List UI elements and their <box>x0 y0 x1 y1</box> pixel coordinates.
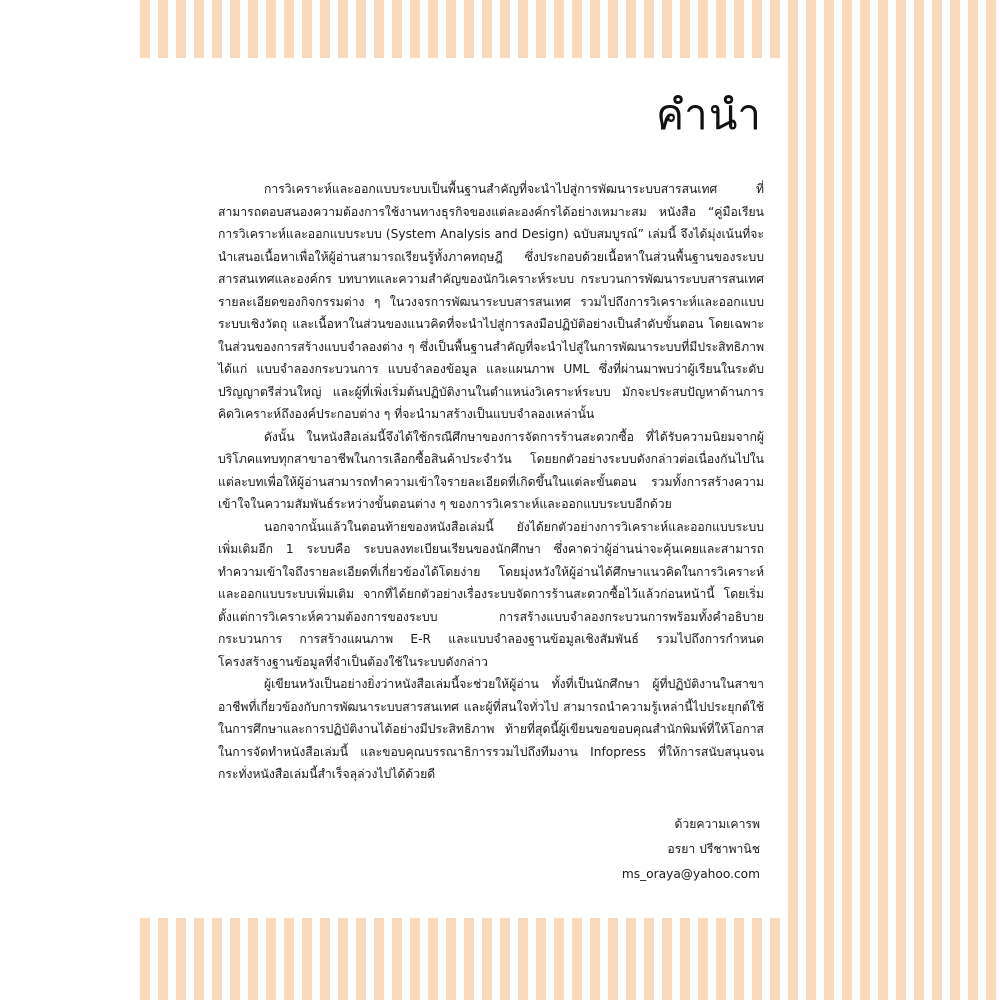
page-title: คำนำ <box>656 90 762 139</box>
closing-text: ด้วยความเคารพ <box>674 817 760 831</box>
paragraph: นอกจากนั้นแล้วในตอนท้ายของหนังสือเล่มนี้ ยังได้ยกตัวอย่างการวิเคราะห์และออกแบบระบบเพิ่มเติมอีก 1 ระบบคือ ระบบลงทะเบียนเรียนของนักศึกษา ซึ่งคาดว่าผู้อ่านน่าจะคุ้นเคยและสามารถทำความเข้าใจถึงรายละเอียดที่เกี่ยวข้องได้โดยง่าย โดยมุ่งหวังให้ผู้อ่านได้ศึกษาแนวคิดในการวิเคราะห์และออกแบบระบบเพิ่มเติม จากที่ได้ยกตัวอย่างเรื่องระบบจัดการร้านสะดวกซื้อไว้แล้วก่อนหน้านี้ โดยเริ่มตั้งแต่การวิเคราะห์ความต้องการของระบบ การสร้างแบบจำลองกระบวนการพร้อมทั้งคำอธิบายกระบวนการ การสร้างแผนภาพ E-R และแบบจำลองฐานข้อมูลเชิงสัมพันธ์ รวมไปถึงการกำหนดโครงสร้างฐานข้อมูลที่จำเป็นต้องใช้ในระบบดังกล่าว <box>218 519 764 669</box>
author-email: ms_oraya@yahoo.com <box>621 867 760 881</box>
preface-body <box>218 178 764 786</box>
author-name: อรยา ปรีชาพานิช <box>667 842 760 856</box>
paragraph: ผู้เขียนหวังเป็นอย่างยิ่งว่าหนังสือเล่มนี้จะช่วยให้ผู้อ่าน ทั้งที่เป็นนักศึกษา ผู้ที่ปฏิบัติงานในสาขาอาชีพที่เกี่ยวข้องกับการพัฒนาระบบสารสนเทศ และผู้ที่สนใจทั่วไป สามารถนำความรู้เหล่านี้ไปประยุกต์ใช้ในการศึกษาและการปฏิบัติงานได้อย่างมีประสิทธิภาพ ท้ายที่สุดนี้ผู้เขียนขอขอบคุณสำนักพิมพ์ที่ให้โอกาสในการจัดทำหนังสือเล่มนี้ และขอบคุณบรรณาธิการรวมไปถึงทีมงาน Infopress ที่ให้การสนับสนุนจนกระทั่งหนังสือเล่มนี้สำเร็จลุล่วงไปได้ด้วยดี <box>218 677 764 781</box>
paragraph: การวิเคราะห์และออกแบบระบบเป็นพื้นฐานสำคัญที่จะนำไปสู่การพัฒนาระบบสารสนเทศ ที่สามารถตอบสนองความต้องการใช้งานทางธุรกิจของแต่ละองค์กรได้อย่างเหมาะสม หนังสือ “คู่มือเรียน การวิเคราะห์และออกแบบระบบ (System Analysis and Design) ฉบับสมบูรณ์” เล่มนี้ จึงได้มุ่งเน้นที่จะนำเสนอเนื้อหาเพื่อให้ผู้อ่านสามารถเรียนรู้ทั้งภาคทฤษฎี ซึ่งประกอบด้วยเนื้อหาในส่วนพื้นฐานของระบบสารสนเทศและองค์กร บทบาทและความสำคัญของนักวิเคราะห์ระบบ กระบวนการพัฒนาระบบสารสนเทศ รายละเอียดของกิจกรรมต่าง ๆ ในวงจรการพัฒนาระบบสารสนเทศ รวมไปถึงการวิเคราะห์และออกแบบระบบเชิงวัตถุ และเนื้อหาในส่วนของแนวคิดที่จะนำไปสู่การลงมือปฏิบัติอย่างเป็นลำดับขั้นตอน โดยเฉพาะในส่วนของการสร้างแบบจำลองต่าง ๆ ซึ่งเป็นพื้นฐานสำคัญที่จะนำไปสู่ในการพัฒนาระบบที่มีประสิทธิภาพ ได้แก่ แบบจำลองกระบวนการ แบบจำลองข้อมูล และแผนภาพ UML ซึ่งที่ผ่านมาพบว่าผู้เรียนในระดับปริญญาตรีส่วนใหญ่ และผู้ที่เพิ่งเริ่มต้นปฏิบัติงานในตำแหน่งวิเคราะห์ระบบ มักจะประสบปัญหาด้านการคิดวิเคราะห์ถึงองค์ประกอบต่าง ๆ ที่จะนำมาสร้างเป็นแบบจำลองเหล่านั้น <box>218 182 764 421</box>
paragraph: ดังนั้น ในหนังสือเล่มนี้จึงได้ใช้กรณีศึกษาของการจัดการร้านสะดวกซื้อ ที่ได้รับความนิยมจากผู้บริโภคแทบทุกสาขาอาชีพในการเลือกซื้อสินค้าประจำวัน โดยยกตัวอย่างระบบดังกล่าวต่อเนื่องกันไปในแต่ละบทเพื่อให้ผู้อ่านสามารถทำความเข้าใจรายละเอียดที่เกิดขึ้นในแต่ละขั้นตอน รวมทั้งการสร้างความเข้าใจในความสัมพันธ์ระหว่างขั้นตอนต่าง ๆ ของการวิเคราะห์และออกแบบระบบอีกด้วย <box>218 429 764 511</box>
signature-block <box>622 812 760 887</box>
